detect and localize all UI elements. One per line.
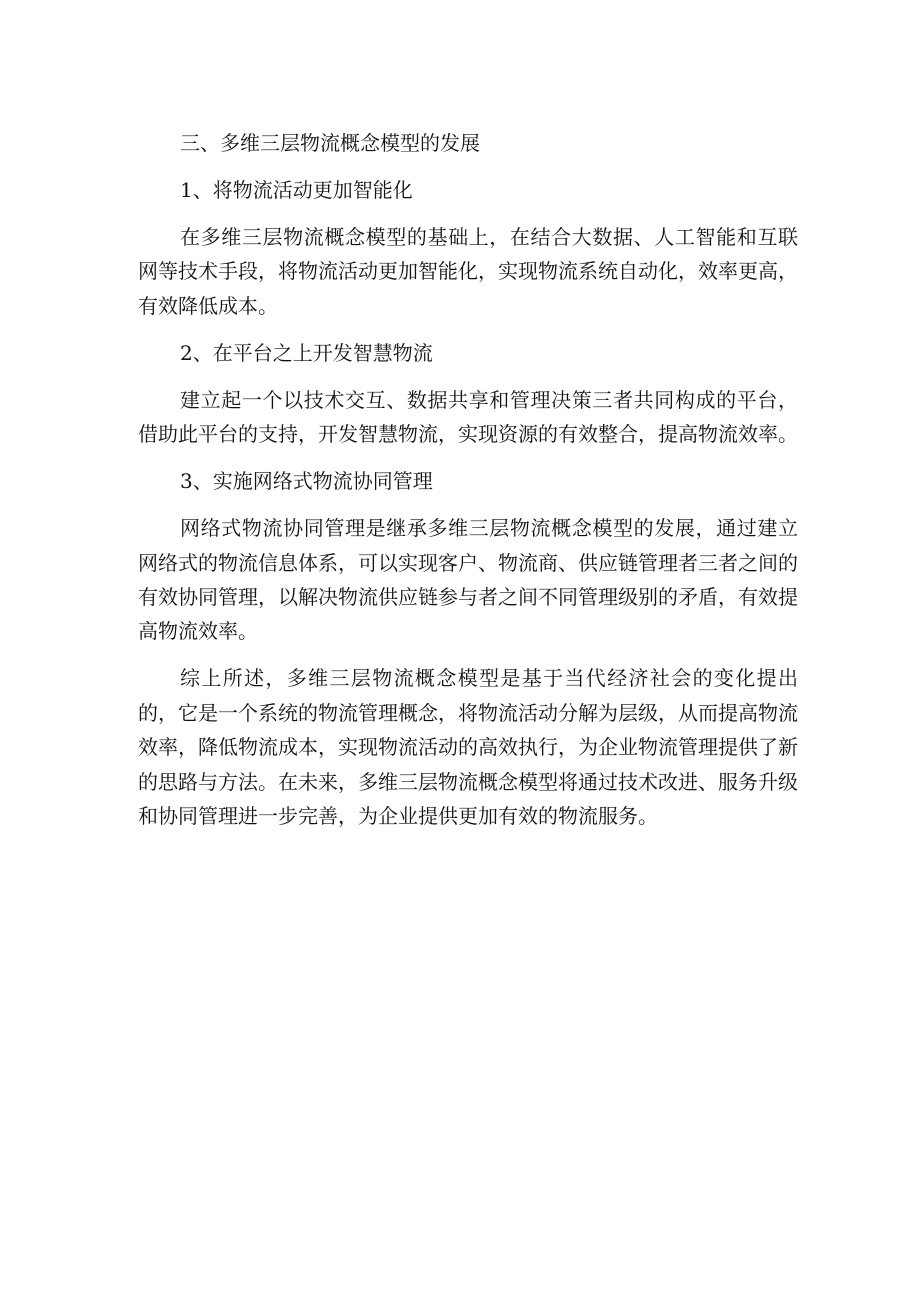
conclusion-paragraph: 综上所述，多维三层物流概念模型是基于当代经济社会的变化提出的，它是一个系统的物流管理概念，将物流活动分解为层级，从而提高物流效率，降低物流成本，实现物流活动的高效执行，为企业物流管理提供了新的思路与方法。在未来，多维三层物流概念模型将通过技术改进、服务升级和协同管理进一步完善，为企业提供更加有效的物流服务。 [138,666,798,829]
subsection-2-heading: 2、在平台之上开发智慧物流 [180,340,433,365]
subsection-1-paragraph: 在多维三层物流概念模型的基础上，在结合大数据、人工智能和互联网等技术手段，将物流活动更加智能化，实现物流系统自动化，效率更高，有效降低成本。 [138,225,798,318]
subsection-2-paragraph: 建立起一个以技术交互、数据共享和管理决策三者共同构成的平台，借助此平台的支持，开发智慧物流，实现资源的有效整合，提高物流效率。 [138,387,798,447]
subsection-1-heading: 1、将物流活动更加智能化 [180,178,413,202]
section-title: 三、多维三层物流概念模型的发展 [180,131,480,155]
subsection-3-heading: 3、实施网络式物流协同管理 [180,469,433,494]
document-body [138,126,798,846]
subsection-3-paragraph: 网络式物流协同管理是继承多维三层物流概念模型的发展，通过建立网络式的物流信息体系，可以实现客户、物流商、供应链管理者三者之间的有效协同管理，以解决物流供应链参与者之间不同管理级别的矛盾，有效提高物流效率。 [138,516,798,644]
